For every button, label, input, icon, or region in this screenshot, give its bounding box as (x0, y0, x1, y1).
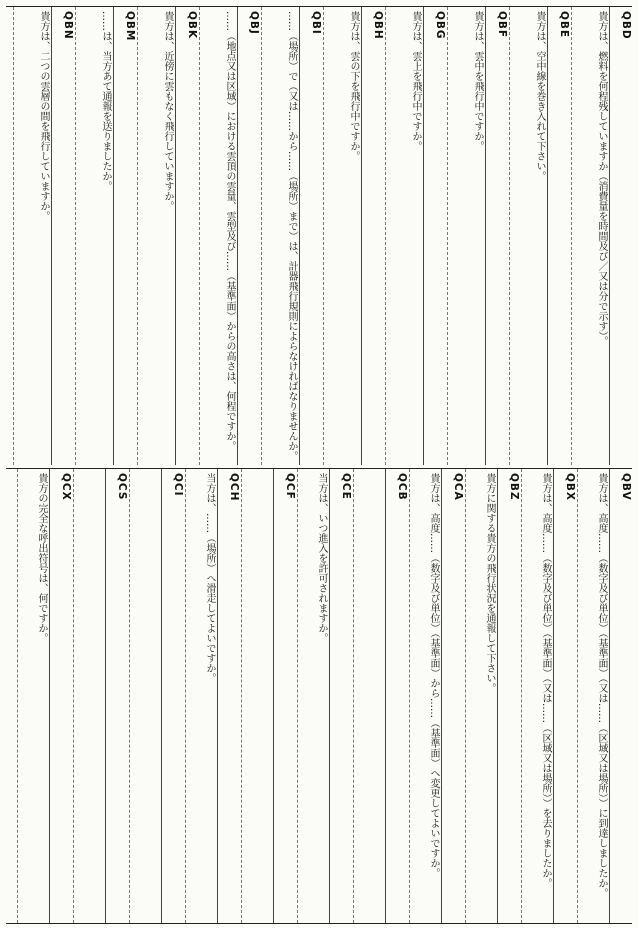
top-table (6, 6, 632, 465)
question-text: 貴方は、近傍に雲もなく飛行していますか。 (137, 7, 175, 465)
question-text (353, 469, 385, 923)
question-text: 貴方は、高度……（数字及び単位）（基準面）から……（基準面）へ変更してよいですか。 (409, 469, 441, 923)
abbreviation-code: QBJ (237, 7, 260, 465)
abbreviation-code: QCI (161, 469, 184, 923)
entry-qbn (12, 7, 74, 465)
abbreviation-code: QBZ (497, 469, 520, 923)
question-text (129, 469, 161, 923)
abbreviation-code: QCB (385, 469, 408, 923)
question-text (241, 469, 273, 923)
entry-qbf (446, 7, 508, 465)
abbreviation-code: QCE (329, 469, 352, 923)
entry-qbd (570, 7, 632, 465)
entry-qbk (136, 7, 198, 465)
entry-qbv (576, 469, 632, 923)
abbreviation-code: QCH (217, 469, 240, 923)
abbreviation-code: QBV (609, 469, 632, 923)
abbreviation-code: QBK (175, 7, 198, 465)
entry-qce (296, 469, 352, 923)
entry-qbg (384, 7, 446, 465)
entry-qcx (16, 469, 72, 923)
abbreviation-code: QBH (361, 7, 384, 465)
abbreviation-code: QBN (51, 7, 74, 465)
entry-qca (408, 469, 464, 923)
entry-qbe (508, 7, 570, 465)
question-text: ……は、当方あて通報を送りましたか。 (75, 7, 113, 465)
entry-qbi (260, 7, 322, 465)
entry-qbh (322, 7, 384, 465)
entry-qcf (240, 469, 296, 923)
question-text: 貴方は、高度……（数字及び単位）（基準面）（又は……（区域又は場所））を去りましたか。 (521, 469, 553, 923)
question-text: 貴方は、二つの雲層の間を飛行していますか。 (13, 7, 51, 465)
entry-qch (184, 469, 240, 923)
question-text: 貴方は、燃料を何程残していますか（消費量を時間及び／又は分で示す）。 (571, 7, 609, 465)
bottom-table (6, 468, 632, 924)
entry-qcb (352, 469, 408, 923)
abbreviation-code: QBF (485, 7, 508, 465)
question-text: 貴方の完全な呼出符号は、何ですか。 (17, 469, 49, 923)
question-text: 貴方は、空中線を巻き入れて下さい。 (509, 7, 547, 465)
question-text: 貴方に関する貴方の飛行状況を通報して下さい。 (465, 469, 497, 923)
question-text (73, 469, 105, 923)
question-text: 貴方は、雲の下を飛行中ですか。 (323, 7, 361, 465)
question-text: ……（場所）で（又は……から……（場所）まで）は、計器飛行規則によらなければなりませんか。 (261, 7, 299, 465)
question-text: ……（地点又は区域）における雲頂の雲量、雲型及び……（基準面）からの高さは、何程ですか。 (199, 7, 237, 465)
abbreviation-code: QCS (105, 469, 128, 923)
abbreviation-code: QCA (441, 469, 464, 923)
abbreviation-code: QCF (273, 469, 296, 923)
entry-qbx (520, 469, 576, 923)
abbreviation-code: QBD (609, 7, 632, 465)
abbreviation-code: QCX (49, 469, 72, 923)
question-text: 貴方は、雲上を飛行中ですか。 (385, 7, 423, 465)
entry-qbz (464, 469, 520, 923)
entry-qbm (74, 7, 136, 465)
question-text: 当方は、……（場所）へ滑走してよいですか。 (185, 469, 217, 923)
abbreviation-code: QBE (547, 7, 570, 465)
question-text: 貴方は、高度……（数字及び単位）（基準面）（又は……（区域又は場所））に到達しましたか。 (577, 469, 609, 923)
abbreviation-code: QBI (299, 7, 322, 465)
entry-qcs (72, 469, 128, 923)
entry-qbj (198, 7, 260, 465)
abbreviation-code: QBM (113, 7, 136, 465)
question-text: 貴方は、雲中を飛行中ですか。 (447, 7, 485, 465)
question-text: 当方は、いつ進入を許可されますか。 (297, 469, 329, 923)
entry-qci (128, 469, 184, 923)
abbreviation-code: QBX (553, 469, 576, 923)
abbreviation-code: QBG (423, 7, 446, 465)
